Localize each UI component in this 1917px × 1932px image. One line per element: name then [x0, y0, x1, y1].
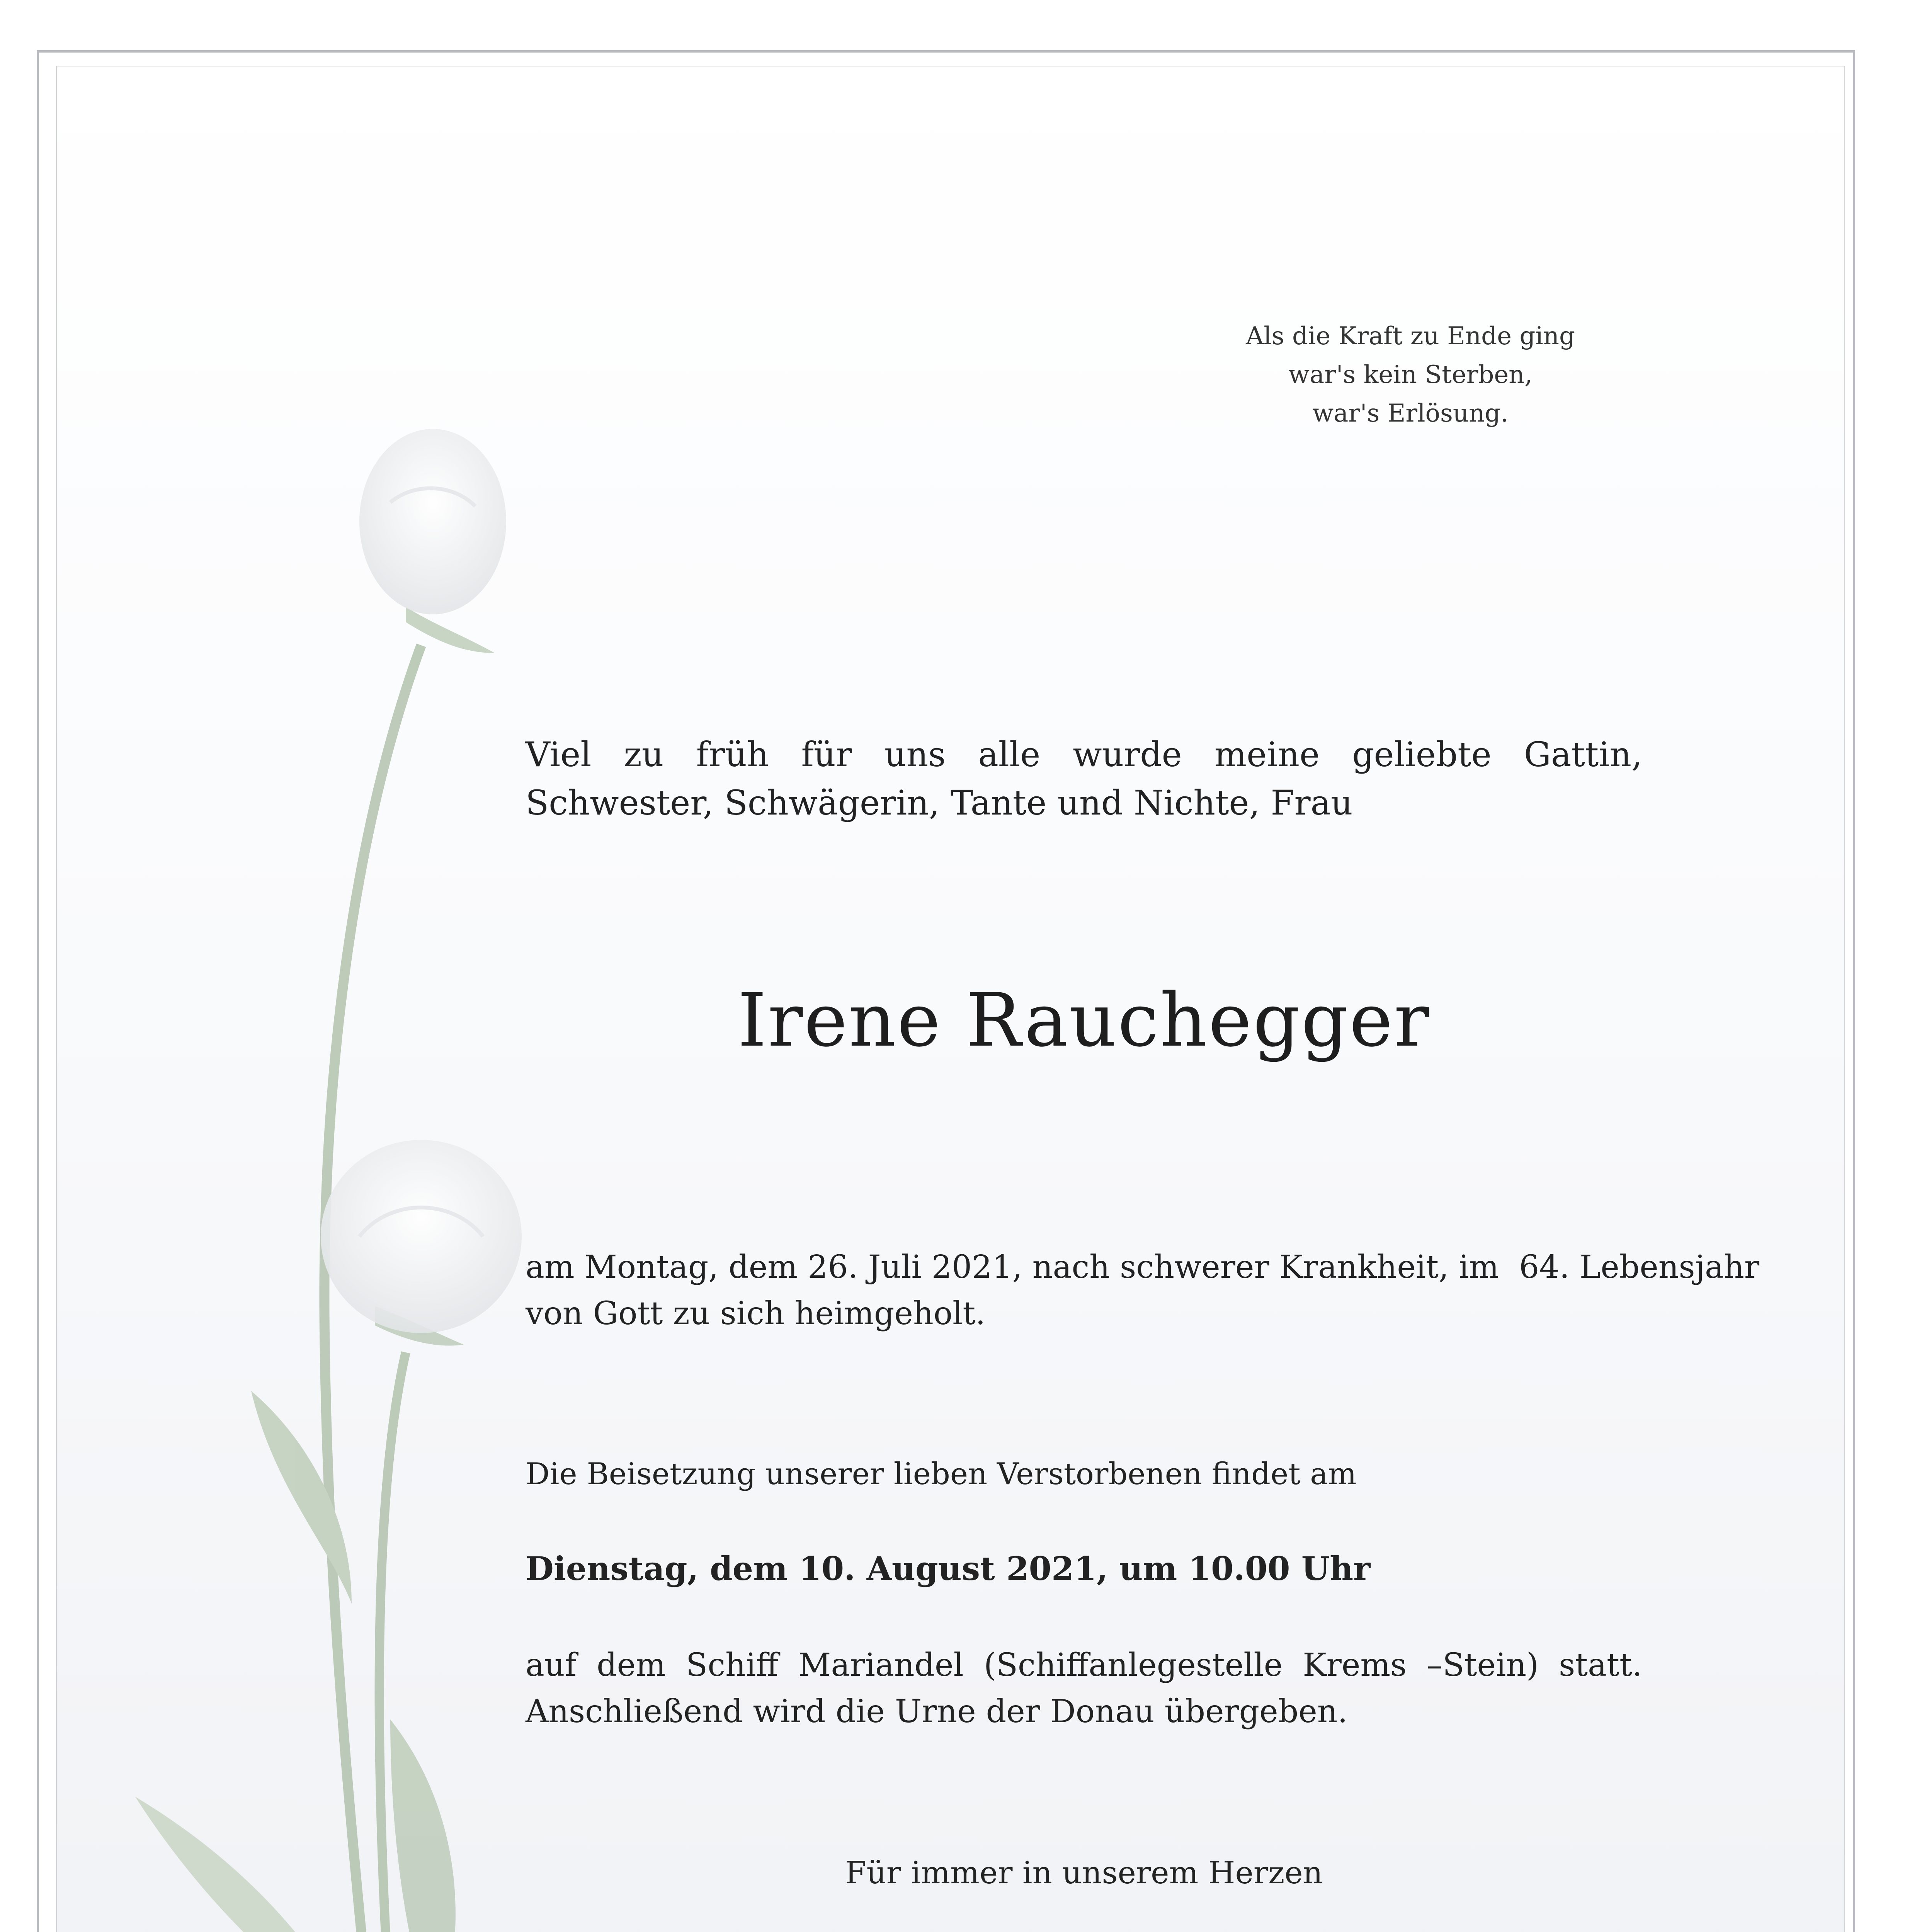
burial-date: Dienstag, dem 10. August 2021, um 10.00 Uhr: [526, 1549, 1371, 1588]
burial-place: auf dem Schiff Mariandel (Schiffanlegestelle Krems –Stein) statt. Anschließend wird die Urne der Donau übergeben.: [526, 1647, 1642, 1730]
death-line-2: von Gott zu sich heimgeholt.: [526, 1295, 986, 1332]
motto-line-1: Als die Kraft zu Ende ging: [1246, 322, 1575, 350]
death-line-1: am Montag, dem 26. Juli 2021, nach schwerer Krankheit, im 64. Lebensjahr: [526, 1249, 1759, 1286]
death-notice: [526, 1244, 1759, 1337]
announcement-intro: Viel zu früh für uns alle wurde meine geliebte Gattin, Schwester, Schwägerin, Tante und Nichte, Frau: [526, 735, 1642, 823]
motto-line-3: war's Erlösung.: [1312, 399, 1509, 428]
white-roses-icon: [58, 406, 599, 1932]
motto: [1179, 317, 1642, 433]
motto-line-2: war's kein Sterben,: [1288, 361, 1533, 389]
deceased-name: Irene Rauchegger: [737, 978, 1431, 1063]
burial-intro: Die Beisetzung unserer lieben Verstorbenen findet am: [526, 1457, 1357, 1492]
memorial-phrase: Für immer in unserem Herzen: [845, 1855, 1323, 1891]
